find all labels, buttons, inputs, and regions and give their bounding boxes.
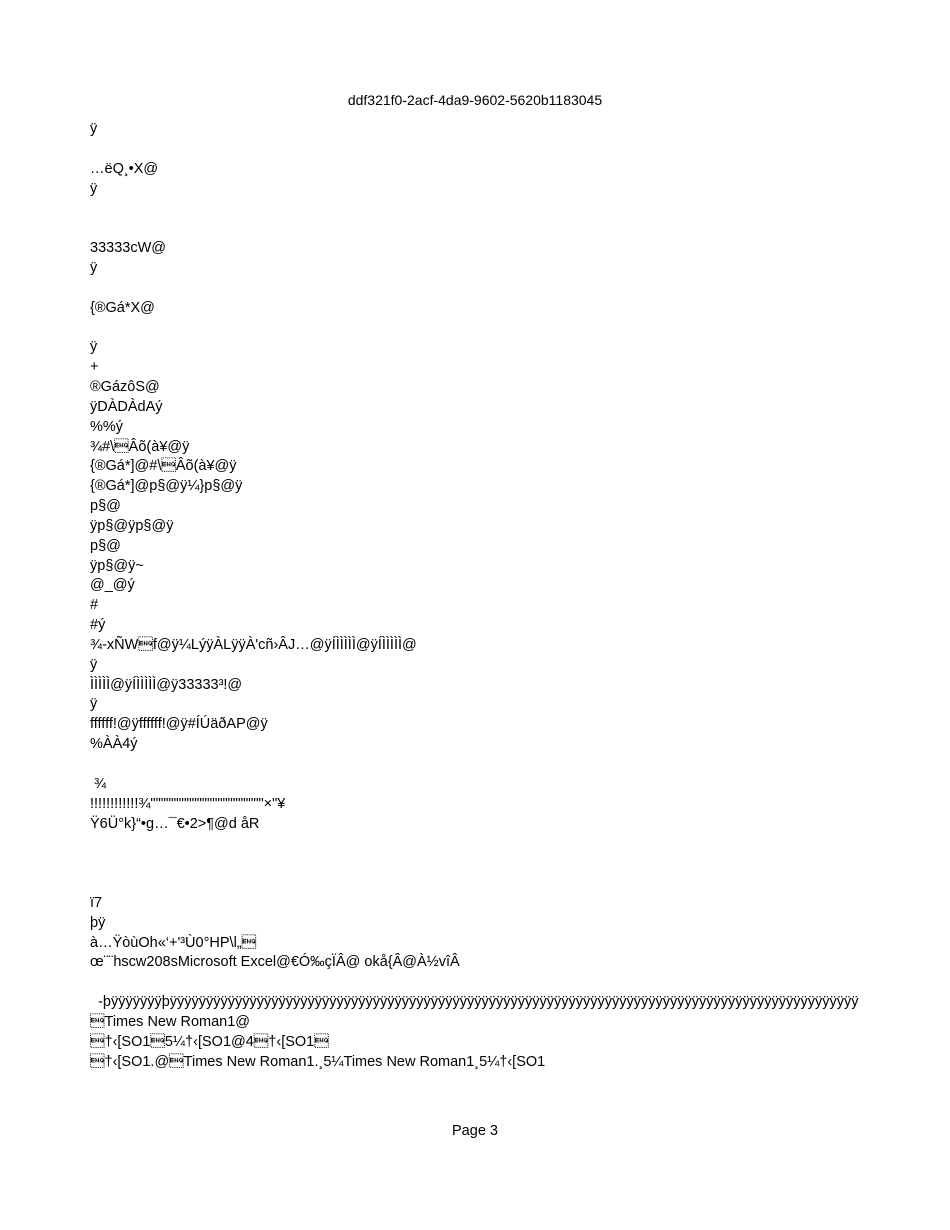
text-line: ÿ: [90, 121, 98, 137]
text-line: à…ŸòùOh«‘+'³Ù0°HP\l„: [90, 934, 257, 951]
text-line: [90, 973, 940, 993]
text-line: #: [90, 597, 99, 614]
text-line: !!!!!!!!!!!!¾""""""""""""""""""""""×"¥: [90, 795, 286, 812]
text-line: ÿp§@ÿ~: [90, 557, 144, 574]
text-line: þÿ: [90, 914, 106, 931]
text-line: %ÀÀ4ý: [90, 736, 138, 753]
text-line: ¾: [90, 775, 107, 792]
text-line: 33333cW@: [90, 240, 166, 257]
text-line: %%ý: [90, 418, 124, 435]
text-line: ÿ: [90, 259, 98, 276]
text-line: +: [90, 359, 99, 376]
text-line: {®Gá*]@#\Âõ(à¥@ÿ: [90, 458, 237, 475]
text-line: [90, 874, 940, 894]
text-line: @_@ý: [90, 577, 135, 594]
text-line: p§@: [90, 537, 121, 554]
text-line: [90, 854, 940, 874]
text-line: ï7: [90, 894, 103, 911]
text-line: ÿ: [90, 696, 98, 713]
text-line: ¾#\Âõ(à¥@ÿ: [90, 438, 190, 455]
text-line: œ¨¨hscw208sMicrosoft Excel@€Ó‰çÏÂ@ okå{Â@À½vîÂ: [90, 954, 460, 971]
text-line: #ý: [90, 617, 106, 634]
text-line: {®Gá*X@: [90, 299, 155, 316]
text-line: ÿ: [90, 656, 98, 673]
document-body: [90, 120, 940, 1073]
text-line: [90, 199, 940, 219]
page-number: Page 3: [452, 1123, 498, 1139]
text-line: [90, 755, 940, 775]
text-line: [90, 219, 940, 239]
text-line: †‹[SO15¼†‹[SO1@4†‹[SO1: [90, 1033, 329, 1050]
text-line: ÿDÀDÀdAý: [90, 398, 163, 415]
text-line: Times New Roman1@: [90, 1013, 251, 1030]
page-header: ddf321f0-2acf-4da9-9602-5620b1183045: [347, 92, 603, 108]
text-line: †‹[SO1.@Times New Roman1.¸5¼Times New Roman1¸5¼†‹[SO1: [90, 1053, 546, 1070]
text-line: [90, 834, 940, 854]
text-line: Ÿ6Ü°k}“•g…¯€•2>¶@d åR: [90, 815, 260, 832]
text-line: [90, 318, 940, 338]
text-line: p§@: [90, 498, 121, 515]
text-line: [90, 140, 940, 160]
text-line: -þÿÿÿÿÿÿÿþÿÿÿÿÿÿÿÿÿÿÿÿÿÿÿÿÿÿÿÿÿÿÿÿÿÿÿÿÿÿÿÿÿÿÿÿÿÿÿÿÿÿÿÿÿÿÿÿÿÿÿÿÿÿÿÿÿÿÿÿÿÿÿÿÿÿÿÿÿÿÿÿÿÿÿÿÿÿÿÿÿÿÿÿÿÿÿÿÿÿÿÿÿÿÿ: [90, 994, 859, 1011]
text-line: ÌÌÌÌÌ@ÿÍÌÌÌÌÌ@ÿ33333³!@: [90, 676, 243, 693]
text-line: ÿ: [90, 180, 98, 197]
text-line: ÿp§@ÿp§@ÿ: [90, 517, 174, 534]
text-line: ÿ: [90, 339, 98, 356]
text-line: …ëQ¸•X@: [90, 160, 159, 177]
text-line: {®Gá*]@p§@ÿ¼}p§@ÿ: [90, 478, 243, 495]
text-line: ®GázôS@: [90, 378, 160, 395]
text-line: [90, 279, 940, 299]
text-line: ffffff!@ÿffffff!@ÿ#ÍÚäðAP@ÿ: [90, 716, 268, 733]
text-line: ¾-xÑWf@ÿ¼LýÿÀLÿÿÀ'cñ›ÂJ…@ÿÍÌÌÌÌÌ@ÿÍÌÌÌÌÌ@: [90, 636, 417, 653]
